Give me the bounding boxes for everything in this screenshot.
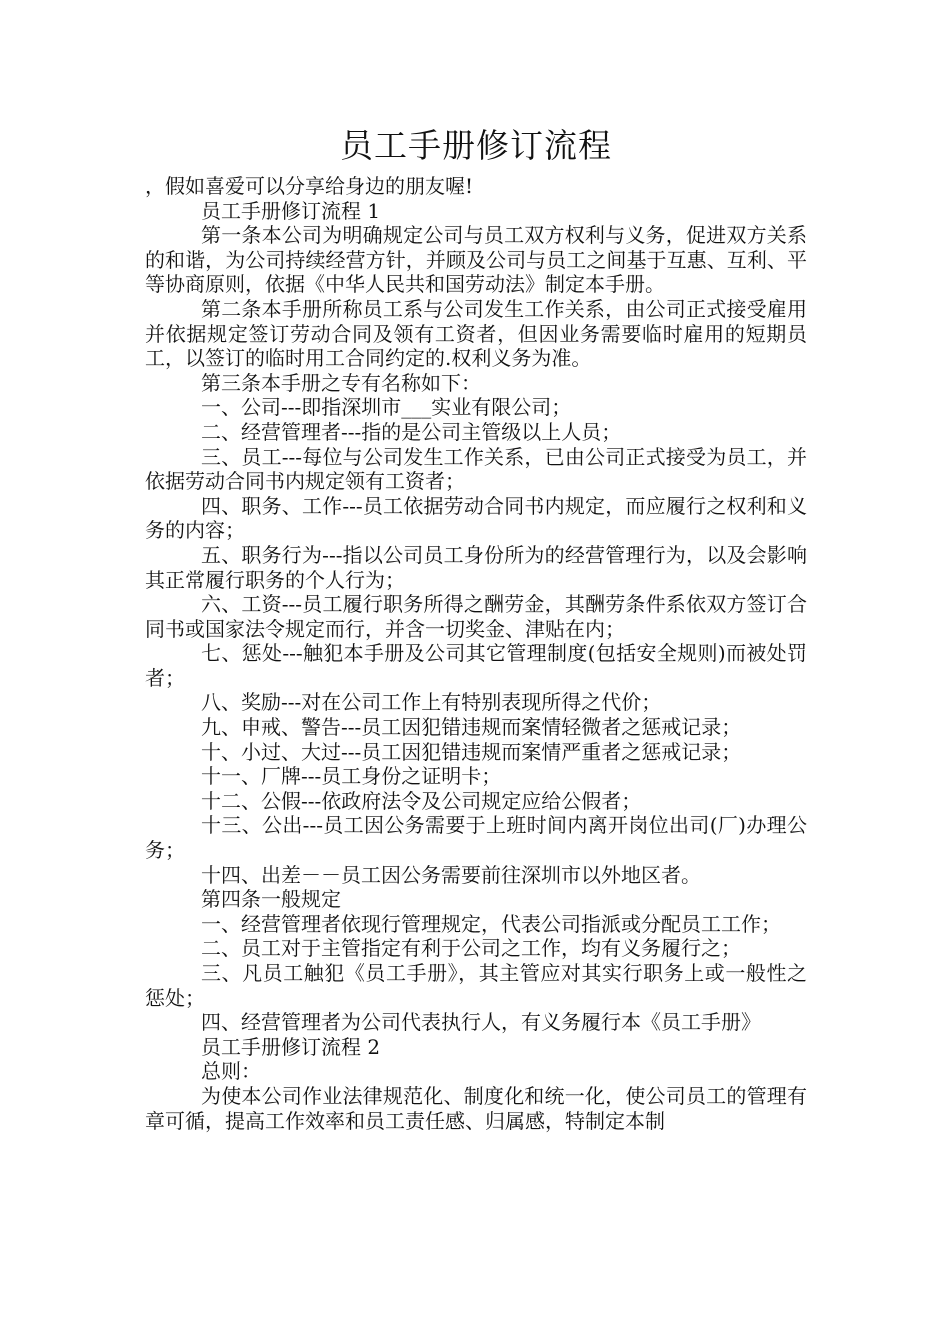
document-paragraph: 八、奖励---对在公司工作上有特别表现所得之代价； xyxy=(201,690,662,715)
document-paragraph: 二、员工对于主管指定有利于公司之工作，均有义务履行之； xyxy=(201,936,741,961)
document-paragraph: 十一、厂牌---员工身份之证明卡； xyxy=(201,764,502,789)
document-paragraph: 九、申戒、警告---员工因犯错违规而案情轻微者之惩戒记录； xyxy=(201,715,742,740)
document-paragraph: 五、职务行为---指以公司员工身份所为的经营管理行为，以及会影响其正常履行职务的个人行为； xyxy=(145,542,807,592)
document-paragraph: 十二、公假---依政府法令及公司规定应给公假者； xyxy=(201,788,642,813)
document-paragraph: 十、小过、大过---员工因犯错违规而案情严重者之惩戒记录； xyxy=(201,739,742,764)
document-paragraph: 四、经营管理者为公司代表执行人，有义务履行本《员工手册》 xyxy=(201,1010,761,1035)
document-paragraph: 一、公司---即指深圳市___实业有限公司； xyxy=(201,395,572,420)
document-paragraph: 员工手册修订流程 1 xyxy=(201,198,381,223)
document-paragraph: 三、凡员工触犯《员工手册》，其主管应对其实行职务上或一般性之惩处； xyxy=(145,961,807,1010)
document-paragraph: 第四条一般规定 xyxy=(201,887,341,912)
document-paragraph: 十四、出差－－员工因公务需要前往深圳市以外地区者。 xyxy=(201,862,701,887)
document-paragraph: 七、惩处---触犯本手册及公司其它管理制度(包括安全规则)而被处罚者； xyxy=(145,641,807,690)
document-paragraph: 十三、公出---员工因公务需要于上班时间内离开岗位出司(厂)办理公务； xyxy=(145,813,807,863)
document-paragraph: 为使本公司作业法律规范化、制度化和统一化，使公司员工的管理有章可循，提高工作效率和员工责任感、归属感，特制定本制 xyxy=(145,1083,807,1133)
document-paragraph: 四、职务、工作---员工依据劳动合同书内规定，而应履行之权利和义务的内容； xyxy=(145,493,807,543)
document-paragraph: 二、经营管理者---指的是公司主管级以上人员； xyxy=(201,419,622,444)
document-paragraph: 第一条本公司为明确规定公司与员工双方权利与义务，促进双方关系的和谐，为公司持续经营方针，并顾及公司与员工之间基于互惠、互利、平等协商原则，依据《中华人民共和国劳动法》制定本手册。 xyxy=(145,223,807,297)
document-paragraph: 第二条本手册所称员工系与公司发生工作关系，由公司正式接受雇用并依据规定签订劳动合同及领有工资者，但因业务需要临时雇用的短期员工，以签订的临时用工合同约定的.权利义务为准。 xyxy=(145,296,807,371)
document-paragraph: ，假如喜爱可以分享给身边的朋友喔! xyxy=(145,174,474,198)
document-paragraph: 三、员工---每位与公司发生工作关系，已由公司正式接受为员工，并依据劳动合同书内规定领有工资者； xyxy=(145,444,807,494)
document-body xyxy=(145,174,807,1133)
document-title: 员工手册修订流程 xyxy=(340,126,612,165)
document-paragraph: 员工手册修订流程 2 xyxy=(201,1034,381,1059)
document-page xyxy=(145,122,807,1133)
document-paragraph: 总则： xyxy=(201,1059,261,1084)
document-paragraph: 第三条本手册之专有名称如下： xyxy=(201,370,481,395)
document-paragraph: 一、经营管理者依现行管理规定，代表公司指派或分配员工工作； xyxy=(201,911,781,936)
document-paragraph: 六、工资---员工履行职务所得之酬劳金，其酬劳条件系依双方签订合同书或国家法令规定而行，并含一切奖金、津贴在内； xyxy=(145,592,807,641)
